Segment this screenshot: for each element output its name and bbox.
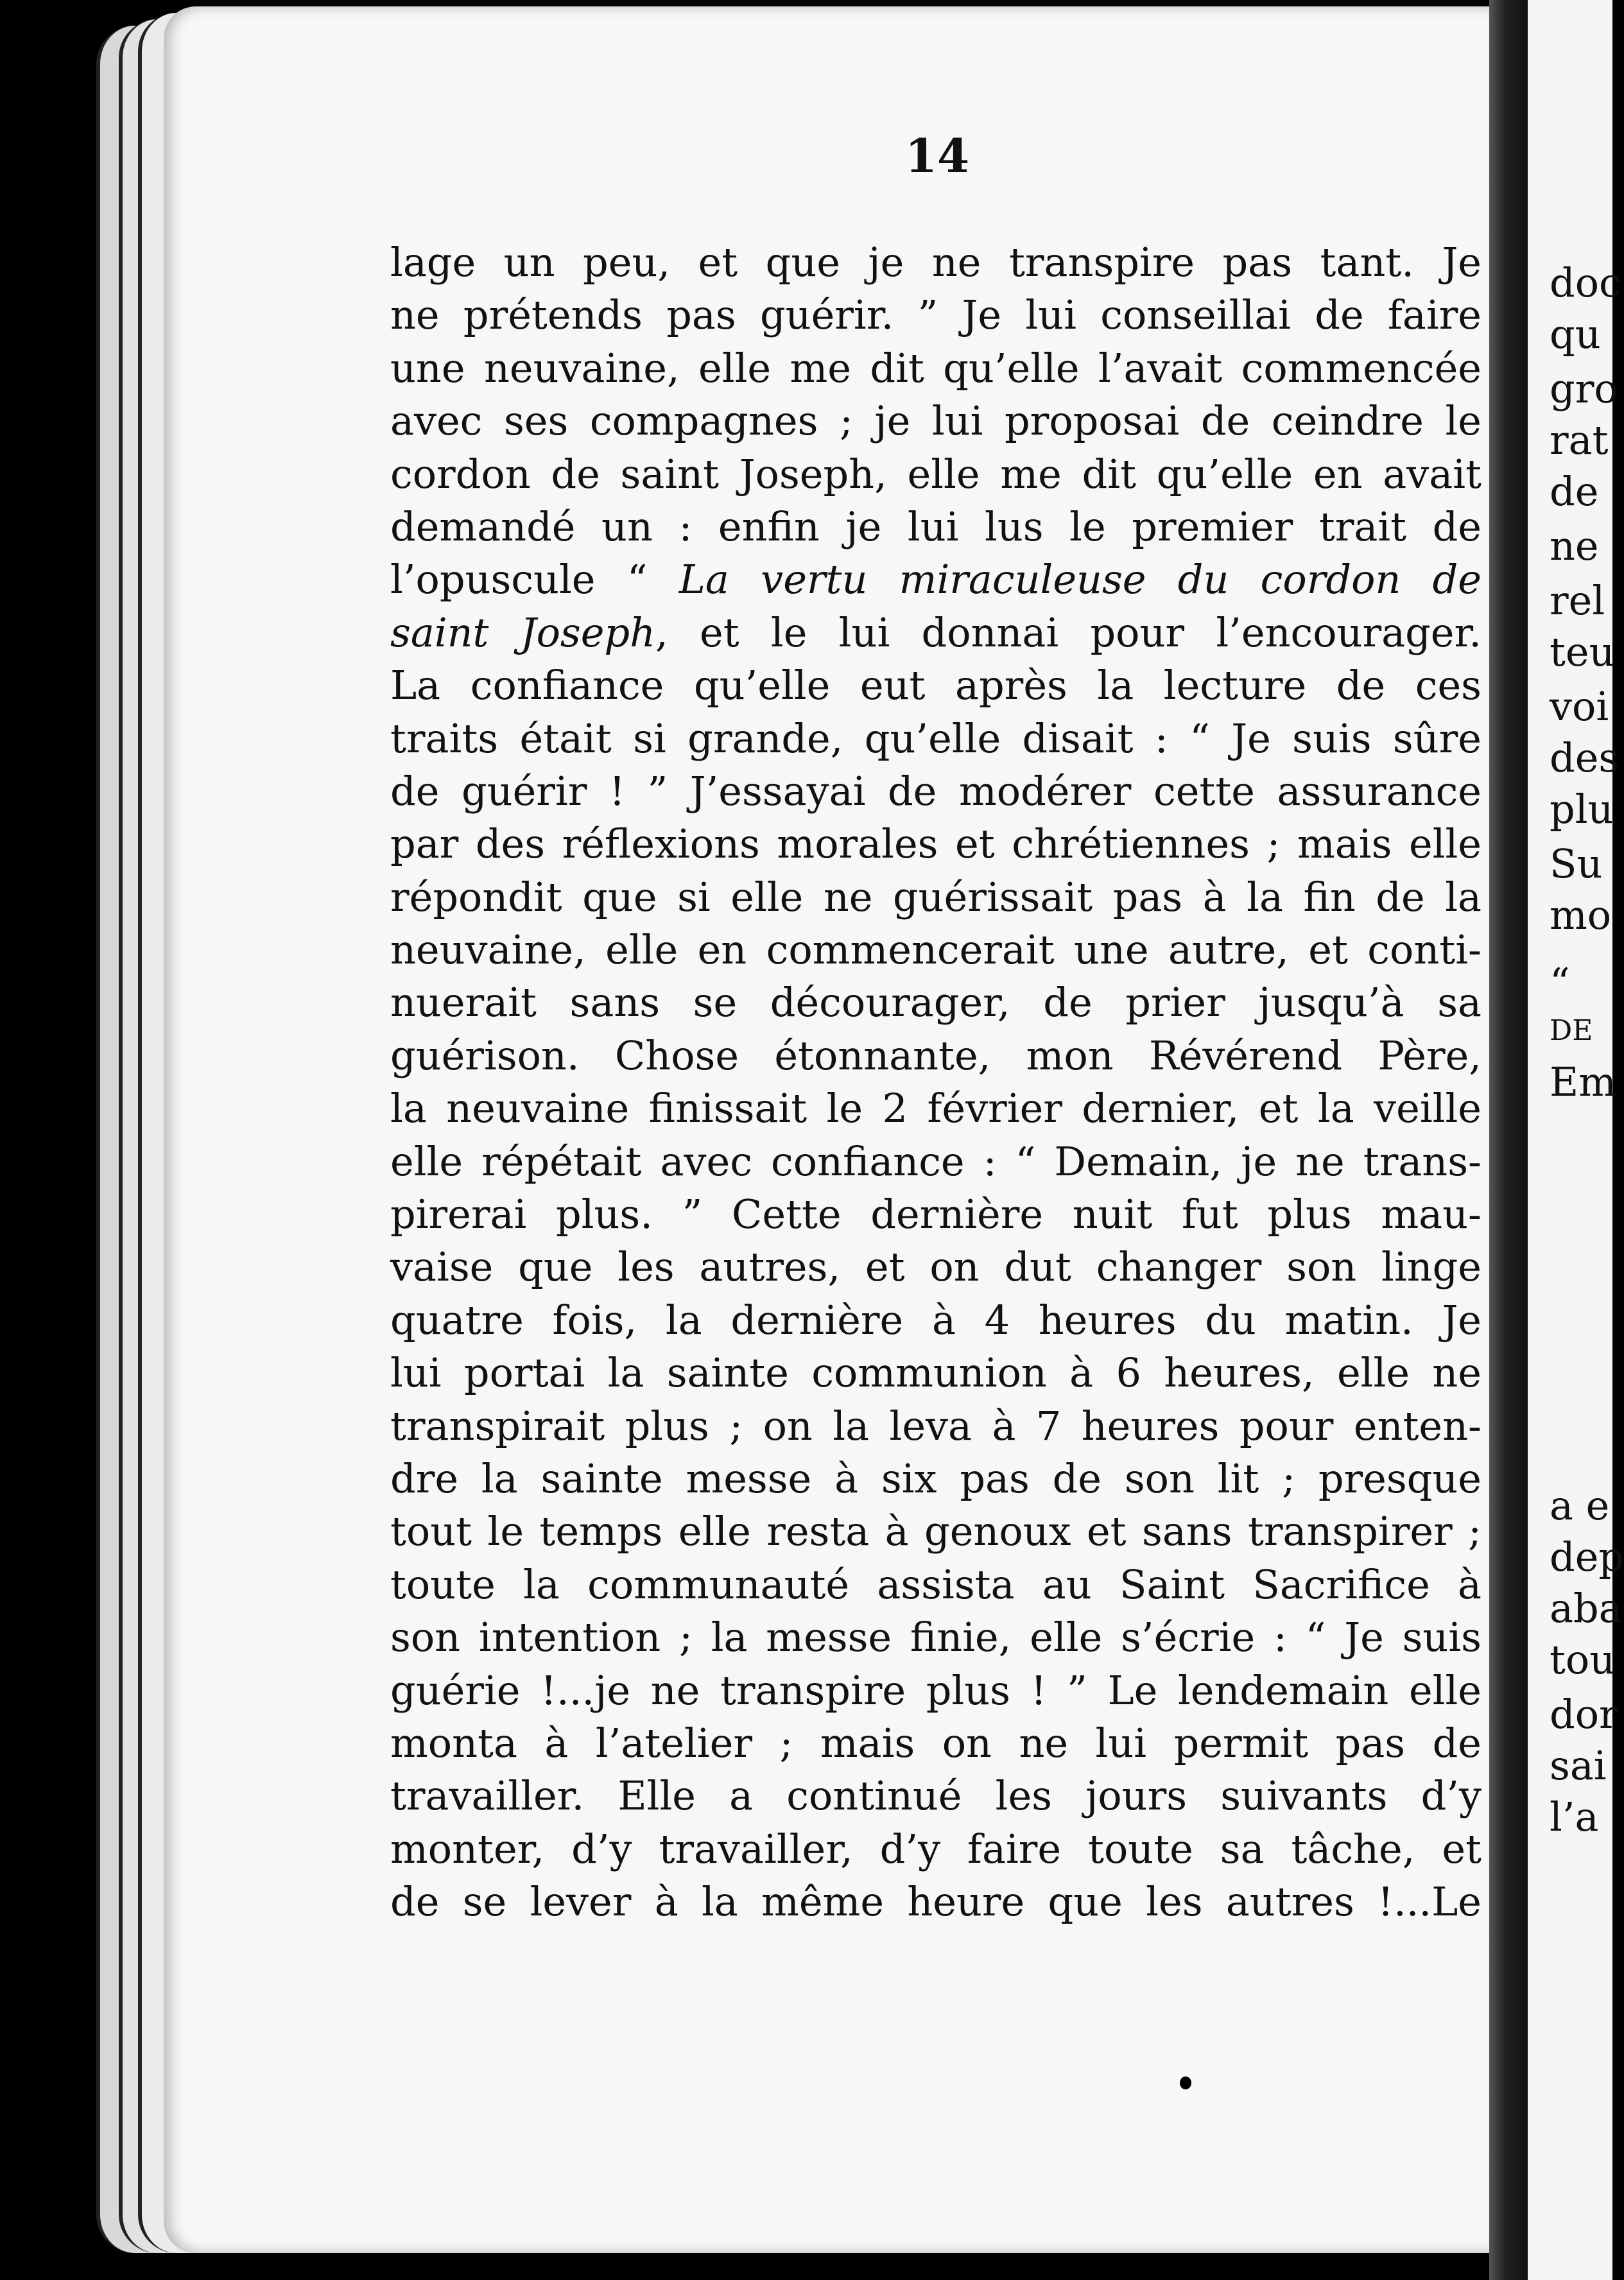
text-line: transpirait plus ; on la leva à 7 heures pour enten-: [390, 1402, 1481, 1449]
next-page-text-fragment: plu: [1550, 786, 1614, 833]
next-page-text-fragment: Su: [1550, 840, 1603, 887]
text-line: neuvaine, elle en commencerait une autre, et conti-: [390, 926, 1481, 974]
text-line: vaise que les autres, et on dut changer son linge: [390, 1243, 1481, 1291]
text-line: lui portai la sainte communion à 6 heures, elle ne: [390, 1349, 1481, 1397]
next-page-fragment: [1528, 0, 1624, 2280]
text-line: de guérir ! ” J’essayai de modérer cette assurance: [390, 767, 1481, 815]
text-line: nuerait sans se décourager, de prier jusqu’à sa: [390, 979, 1481, 1026]
next-page-text-fragment: voi: [1550, 683, 1609, 730]
text-line: lage un peu, et que je ne transpire pas tant. Je: [390, 239, 1481, 286]
next-page-text-fragment: aba: [1550, 1585, 1623, 1632]
text-line: guérie !...je ne transpire plus ! ” Le lendemain elle: [390, 1666, 1481, 1714]
next-page-text-fragment: mo: [1550, 892, 1612, 938]
text-line: par des réflexions morales et chrétiennes ; mais elle: [390, 820, 1481, 868]
text-line: son intention ; la messe finie, elle s’écrie : “ Je suis: [390, 1614, 1481, 1661]
text-line: elle répétait avec confiance : “ Demain, je ne trans-: [390, 1137, 1481, 1185]
next-page-text-fragment: sai: [1550, 1742, 1607, 1789]
text-line: ne prétends pas guérir. ” Je lui conseillai de faire: [390, 291, 1481, 339]
next-page-text-fragment: Em: [1550, 1058, 1617, 1105]
next-page-text-fragment: tou: [1550, 1636, 1616, 1683]
text-line: traits était si grande, qu’elle disait : “ Je suis sûre: [390, 714, 1481, 762]
next-page-text-fragment: de: [1550, 468, 1599, 515]
text-line: cordon de saint Joseph, elle me dit qu’elle en avait: [390, 450, 1481, 497]
next-page-text-fragment: rel: [1550, 577, 1605, 624]
text-line: monter, d’y travailler, d’y faire toute sa tâche, et: [390, 1825, 1481, 1872]
next-page-text-fragment: rat: [1550, 417, 1609, 463]
text-line: guérison. Chose étonnante, mon Révérend Père,: [390, 1032, 1481, 1079]
next-page-text-fragment: DE: [1550, 1014, 1593, 1047]
ink-speck: [1180, 2077, 1191, 2089]
text-line: saint Joseph, et le lui donnai pour l’encourager.: [390, 609, 1481, 656]
next-page-text-fragment: des: [1550, 734, 1620, 781]
text-line: avec ses compagnes ; je lui proposai de ceindre le: [390, 397, 1481, 445]
text-line: de se lever à la même heure que les autres !...Le: [390, 1878, 1481, 1926]
next-page-text-fragment: doc: [1550, 259, 1621, 306]
text-line: une neuvaine, elle me dit qu’elle l’avait commencée: [390, 344, 1481, 392]
text-line: tout le temps elle resta à genoux et sans transpirer ;: [390, 1508, 1481, 1555]
text-line: monta à l’atelier ; mais on ne lui permit pas de: [390, 1719, 1481, 1766]
text-line: toute la communauté assista au Saint Sacrifice à: [390, 1560, 1481, 1608]
next-page-text-fragment: dor: [1550, 1691, 1618, 1738]
page-body-text: [390, 236, 1481, 1929]
next-page-text-fragment: ne: [1550, 522, 1599, 569]
text-line: l’opuscule “ La vertu miraculeuse du cordon de: [390, 556, 1481, 603]
text-line: travailler. Elle a continué les jours suivants d’y: [390, 1772, 1481, 1820]
next-page-text-fragment: “: [1550, 959, 1570, 1006]
next-page-text-fragment: dep: [1550, 1533, 1624, 1580]
page-number: 14: [904, 128, 970, 183]
next-page-text-fragment: teu: [1550, 628, 1615, 675]
text-line: la neuvaine finissait le 2 février dernier, et la veille: [390, 1085, 1481, 1132]
text-line: dre la sainte messe à six pas de son lit ; presque: [390, 1455, 1481, 1502]
text-line: demandé un : enfin je lui lus le premier trait de: [390, 503, 1481, 550]
book-gutter: [1489, 0, 1528, 2280]
next-page-text-fragment: l’a: [1550, 1793, 1599, 1840]
text-line: pirerai plus. ” Cette dernière nuit fut plus mau-: [390, 1191, 1481, 1238]
next-page-text-fragment: gro: [1550, 365, 1618, 412]
text-line: La confiance qu’elle eut après la lecture de ces: [390, 662, 1481, 709]
next-page-text-fragment: a e: [1550, 1482, 1610, 1529]
text-line: répondit que si elle ne guérissait pas à la fin de la: [390, 873, 1481, 920]
next-page-text-fragment: qu: [1550, 311, 1601, 358]
text-line: quatre fois, la dernière à 4 heures du matin. Je: [390, 1296, 1481, 1343]
ink-speck: [35, 1380, 40, 1385]
